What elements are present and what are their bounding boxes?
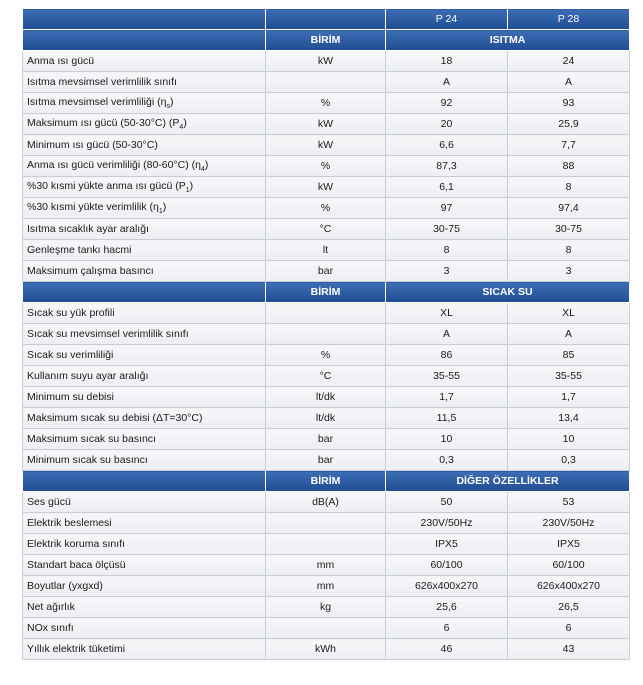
- spec-unit: °C: [266, 366, 386, 387]
- spec-value-p24: 87,3: [386, 156, 508, 177]
- spec-row: [23, 51, 630, 72]
- section-header-blank: [23, 471, 266, 492]
- spec-unit: °C: [266, 219, 386, 240]
- spec-label: [23, 261, 266, 282]
- spec-value-p28: 1,7: [508, 387, 630, 408]
- spec-unit: %: [266, 345, 386, 366]
- spec-label: [23, 534, 266, 555]
- spec-value-p28: 43: [508, 639, 630, 660]
- spec-row: [23, 93, 630, 114]
- spec-value-p28: 8: [508, 177, 630, 198]
- spec-unit: kg: [266, 597, 386, 618]
- spec-value-p24: 92: [386, 93, 508, 114]
- model-name-p28: P 28: [508, 9, 630, 30]
- spec-unit: kW: [266, 135, 386, 156]
- spec-row: [23, 450, 630, 471]
- spec-label-text: Sıcak su verimliliği: [27, 349, 114, 361]
- spec-row: [23, 72, 630, 93]
- spec-row: [23, 429, 630, 450]
- spec-label-subscript: 1: [158, 208, 163, 216]
- spec-unit: bar: [266, 261, 386, 282]
- spec-label-text: Kullanım suyu ayar aralığı: [27, 370, 149, 382]
- spec-label: [23, 324, 266, 345]
- spec-label-subscript: s: [166, 103, 170, 111]
- spec-value-p28: 24: [508, 51, 630, 72]
- spec-row: [23, 114, 630, 135]
- spec-label-text: %30 kısmi yükte anma ısı gücü (P: [27, 179, 186, 192]
- spec-row: [23, 177, 630, 198]
- spec-value-p28: 88: [508, 156, 630, 177]
- spec-label-text: Anma ısı gücü verimliliği (80-60°C) (η: [27, 158, 202, 171]
- spec-value-p28: 626x400x270: [508, 576, 630, 597]
- section-unit-header: BİRİM: [266, 282, 386, 303]
- section-header-row: [23, 282, 630, 303]
- spec-value-p24: 3: [386, 261, 508, 282]
- spec-value-p28: 26,5: [508, 597, 630, 618]
- spec-value-p24: A: [386, 324, 508, 345]
- section-header-blank: [23, 282, 266, 303]
- spec-value-p28: 13,4: [508, 408, 630, 429]
- spec-label-end: ): [183, 116, 187, 129]
- spec-table-body: [23, 9, 630, 660]
- spec-unit: %: [266, 198, 386, 219]
- spec-value-p28: 7,7: [508, 135, 630, 156]
- spec-value-p28: A: [508, 324, 630, 345]
- spec-row: [23, 198, 630, 219]
- spec-label-subscript: 4: [201, 166, 205, 174]
- spec-label: [23, 513, 266, 534]
- spec-label: [23, 240, 266, 261]
- spec-label: [23, 408, 266, 429]
- spec-label: [23, 639, 266, 660]
- spec-row: [23, 345, 630, 366]
- spec-row: [23, 555, 630, 576]
- spec-value-p24: 0,3: [386, 450, 508, 471]
- spec-unit: bar: [266, 450, 386, 471]
- spec-row: [23, 219, 630, 240]
- spec-value-p24: 626x400x270: [386, 576, 508, 597]
- spec-value-p24: IPX5: [386, 534, 508, 555]
- spec-row: [23, 303, 630, 324]
- spec-unit: dB(A): [266, 492, 386, 513]
- spec-row: [23, 366, 630, 387]
- spec-unit: mm: [266, 555, 386, 576]
- spec-label-text: Sıcak su yük profili: [27, 307, 115, 319]
- spec-row: [23, 534, 630, 555]
- model-name-p24: P 24: [386, 9, 508, 30]
- spec-row: [23, 135, 630, 156]
- spec-unit: [266, 303, 386, 324]
- spec-label-text: NOx sınıfı: [27, 622, 74, 634]
- spec-value-p28: IPX5: [508, 534, 630, 555]
- spec-value-p24: 35-55: [386, 366, 508, 387]
- spec-value-p28: 6: [508, 618, 630, 639]
- spec-label-subscript: 1: [185, 187, 190, 195]
- spec-label-text: Isıtma sıcaklık ayar aralığı: [27, 223, 149, 235]
- section-title: SICAK SU: [386, 282, 630, 303]
- spec-value-p24: 60/100: [386, 555, 508, 576]
- spec-label-text: Standart baca ölçüsü: [27, 559, 126, 571]
- section-title: ISITMA: [386, 30, 630, 51]
- spec-value-p28: 97,4: [508, 198, 630, 219]
- spec-value-p28: A: [508, 72, 630, 93]
- spec-label-text: Maksimum sıcak su basıncı: [27, 433, 156, 445]
- spec-value-p24: 20: [386, 114, 508, 135]
- spec-label-text: Minimum su debisi: [27, 391, 114, 403]
- spec-row: [23, 156, 630, 177]
- spec-label-subscript: 4: [179, 124, 184, 132]
- spec-row: [23, 387, 630, 408]
- spec-value-p28: 230V/50Hz: [508, 513, 630, 534]
- spec-label: [23, 303, 266, 324]
- spec-value-p28: 10: [508, 429, 630, 450]
- header-blank-cell: [266, 9, 386, 30]
- spec-row: [23, 513, 630, 534]
- spec-value-p24: 8: [386, 240, 508, 261]
- spec-value-p24: 1,7: [386, 387, 508, 408]
- spec-unit: [266, 534, 386, 555]
- spec-value-p24: XL: [386, 303, 508, 324]
- spec-label-text: Genleşme tankı hacmi: [27, 244, 132, 256]
- spec-label-text: Isıtma mevsimsel verimlilik sınıfı: [27, 76, 177, 88]
- spec-label: [23, 114, 266, 135]
- spec-label: [23, 198, 266, 219]
- spec-label: [23, 597, 266, 618]
- spec-table: [22, 8, 630, 660]
- spec-label: [23, 492, 266, 513]
- spec-label-text: Elektrik koruma sınıfı: [27, 538, 126, 550]
- model-header-row: [23, 9, 630, 30]
- spec-label-text: Minimum ısı gücü (50-30°C): [27, 139, 158, 151]
- spec-value-p28: 25,9: [508, 114, 630, 135]
- spec-unit: lt/dk: [266, 387, 386, 408]
- spec-value-p24: 46: [386, 639, 508, 660]
- spec-label: [23, 450, 266, 471]
- spec-value-p28: 3: [508, 261, 630, 282]
- spec-label: [23, 618, 266, 639]
- spec-label: [23, 345, 266, 366]
- spec-label: [23, 156, 266, 177]
- spec-label-text: Minimum sıcak su basıncı: [27, 454, 148, 466]
- spec-unit: [266, 72, 386, 93]
- spec-label-text: Maksimum çalışma basıncı: [27, 265, 154, 277]
- spec-label-text: Isıtma mevsimsel verimliliği (η: [27, 95, 167, 108]
- spec-value-p24: 30-75: [386, 219, 508, 240]
- spec-row: [23, 576, 630, 597]
- spec-label-text: Boyutlar (yxgxd): [27, 580, 103, 592]
- spec-row: [23, 618, 630, 639]
- spec-row: [23, 324, 630, 345]
- spec-label-end: ): [189, 179, 194, 192]
- spec-value-p24: 6: [386, 618, 508, 639]
- spec-unit: kW: [266, 114, 386, 135]
- spec-value-p28: 53: [508, 492, 630, 513]
- spec-value-p24: 50: [386, 492, 508, 513]
- spec-unit: kWh: [266, 639, 386, 660]
- spec-value-p28: 0,3: [508, 450, 630, 471]
- spec-label: [23, 555, 266, 576]
- spec-value-p28: 30-75: [508, 219, 630, 240]
- section-unit-header: BİRİM: [266, 30, 386, 51]
- spec-unit: bar: [266, 429, 386, 450]
- spec-label: [23, 219, 266, 240]
- spec-label: [23, 135, 266, 156]
- spec-unit: kW: [266, 51, 386, 72]
- spec-row: [23, 261, 630, 282]
- spec-unit: lt/dk: [266, 408, 386, 429]
- spec-value-p24: 11,5: [386, 408, 508, 429]
- spec-label: [23, 93, 266, 114]
- spec-value-p24: 6,1: [386, 177, 508, 198]
- spec-label: [23, 177, 266, 198]
- spec-unit: [266, 618, 386, 639]
- spec-label: [23, 387, 266, 408]
- spec-unit: [266, 324, 386, 345]
- spec-unit: %: [266, 156, 386, 177]
- spec-value-p28: 35-55: [508, 366, 630, 387]
- spec-label-text: Elektrik beslemesi: [27, 517, 112, 529]
- spec-row: [23, 240, 630, 261]
- spec-value-p24: 86: [386, 345, 508, 366]
- section-header-row: [23, 30, 630, 51]
- header-blank-cell: [23, 9, 266, 30]
- spec-label: [23, 51, 266, 72]
- spec-label: [23, 576, 266, 597]
- spec-label-text: Net ağırlık: [27, 601, 75, 613]
- spec-unit: kW: [266, 177, 386, 198]
- section-unit-header: BİRİM: [266, 471, 386, 492]
- spec-value-p28: 85: [508, 345, 630, 366]
- spec-unit: %: [266, 93, 386, 114]
- spec-value-p28: XL: [508, 303, 630, 324]
- spec-label-text: Yıllık elektrik tüketimi: [27, 643, 126, 655]
- spec-value-p28: 60/100: [508, 555, 630, 576]
- spec-label-end: ): [169, 95, 174, 108]
- spec-value-p24: 97: [386, 198, 508, 219]
- spec-row: [23, 408, 630, 429]
- spec-label-end: ): [204, 158, 209, 171]
- spec-row: [23, 639, 630, 660]
- spec-row: [23, 492, 630, 513]
- spec-label: [23, 366, 266, 387]
- spec-value-p24: 18: [386, 51, 508, 72]
- section-header-row: [23, 471, 630, 492]
- spec-value-p24: 230V/50Hz: [386, 513, 508, 534]
- spec-label: [23, 72, 266, 93]
- spec-unit: mm: [266, 576, 386, 597]
- spec-label-text: Ses gücü: [27, 496, 71, 508]
- spec-value-p24: 25,6: [386, 597, 508, 618]
- spec-value-p24: 10: [386, 429, 508, 450]
- spec-value-p24: A: [386, 72, 508, 93]
- section-title: DİĞER ÖZELLİKLER: [386, 471, 630, 492]
- spec-label-text: Maksimum sıcak su debisi (ΔT=30°C): [27, 412, 203, 424]
- spec-unit: lt: [266, 240, 386, 261]
- spec-value-p28: 8: [508, 240, 630, 261]
- spec-label-text: Sıcak su mevsimsel verimlilik sınıfı: [27, 328, 189, 340]
- spec-value-p28: 93: [508, 93, 630, 114]
- spec-label-text: Anma ısı gücü: [27, 55, 95, 67]
- spec-label-end: ): [162, 200, 167, 213]
- spec-unit: [266, 513, 386, 534]
- section-header-blank: [23, 30, 266, 51]
- spec-row: [23, 597, 630, 618]
- spec-value-p24: 6,6: [386, 135, 508, 156]
- spec-label-text: %30 kısmi yükte verimlilik (η: [27, 200, 159, 213]
- spec-label: [23, 429, 266, 450]
- spec-label-text: Maksimum ısı gücü (50-30°C) (P: [27, 116, 180, 129]
